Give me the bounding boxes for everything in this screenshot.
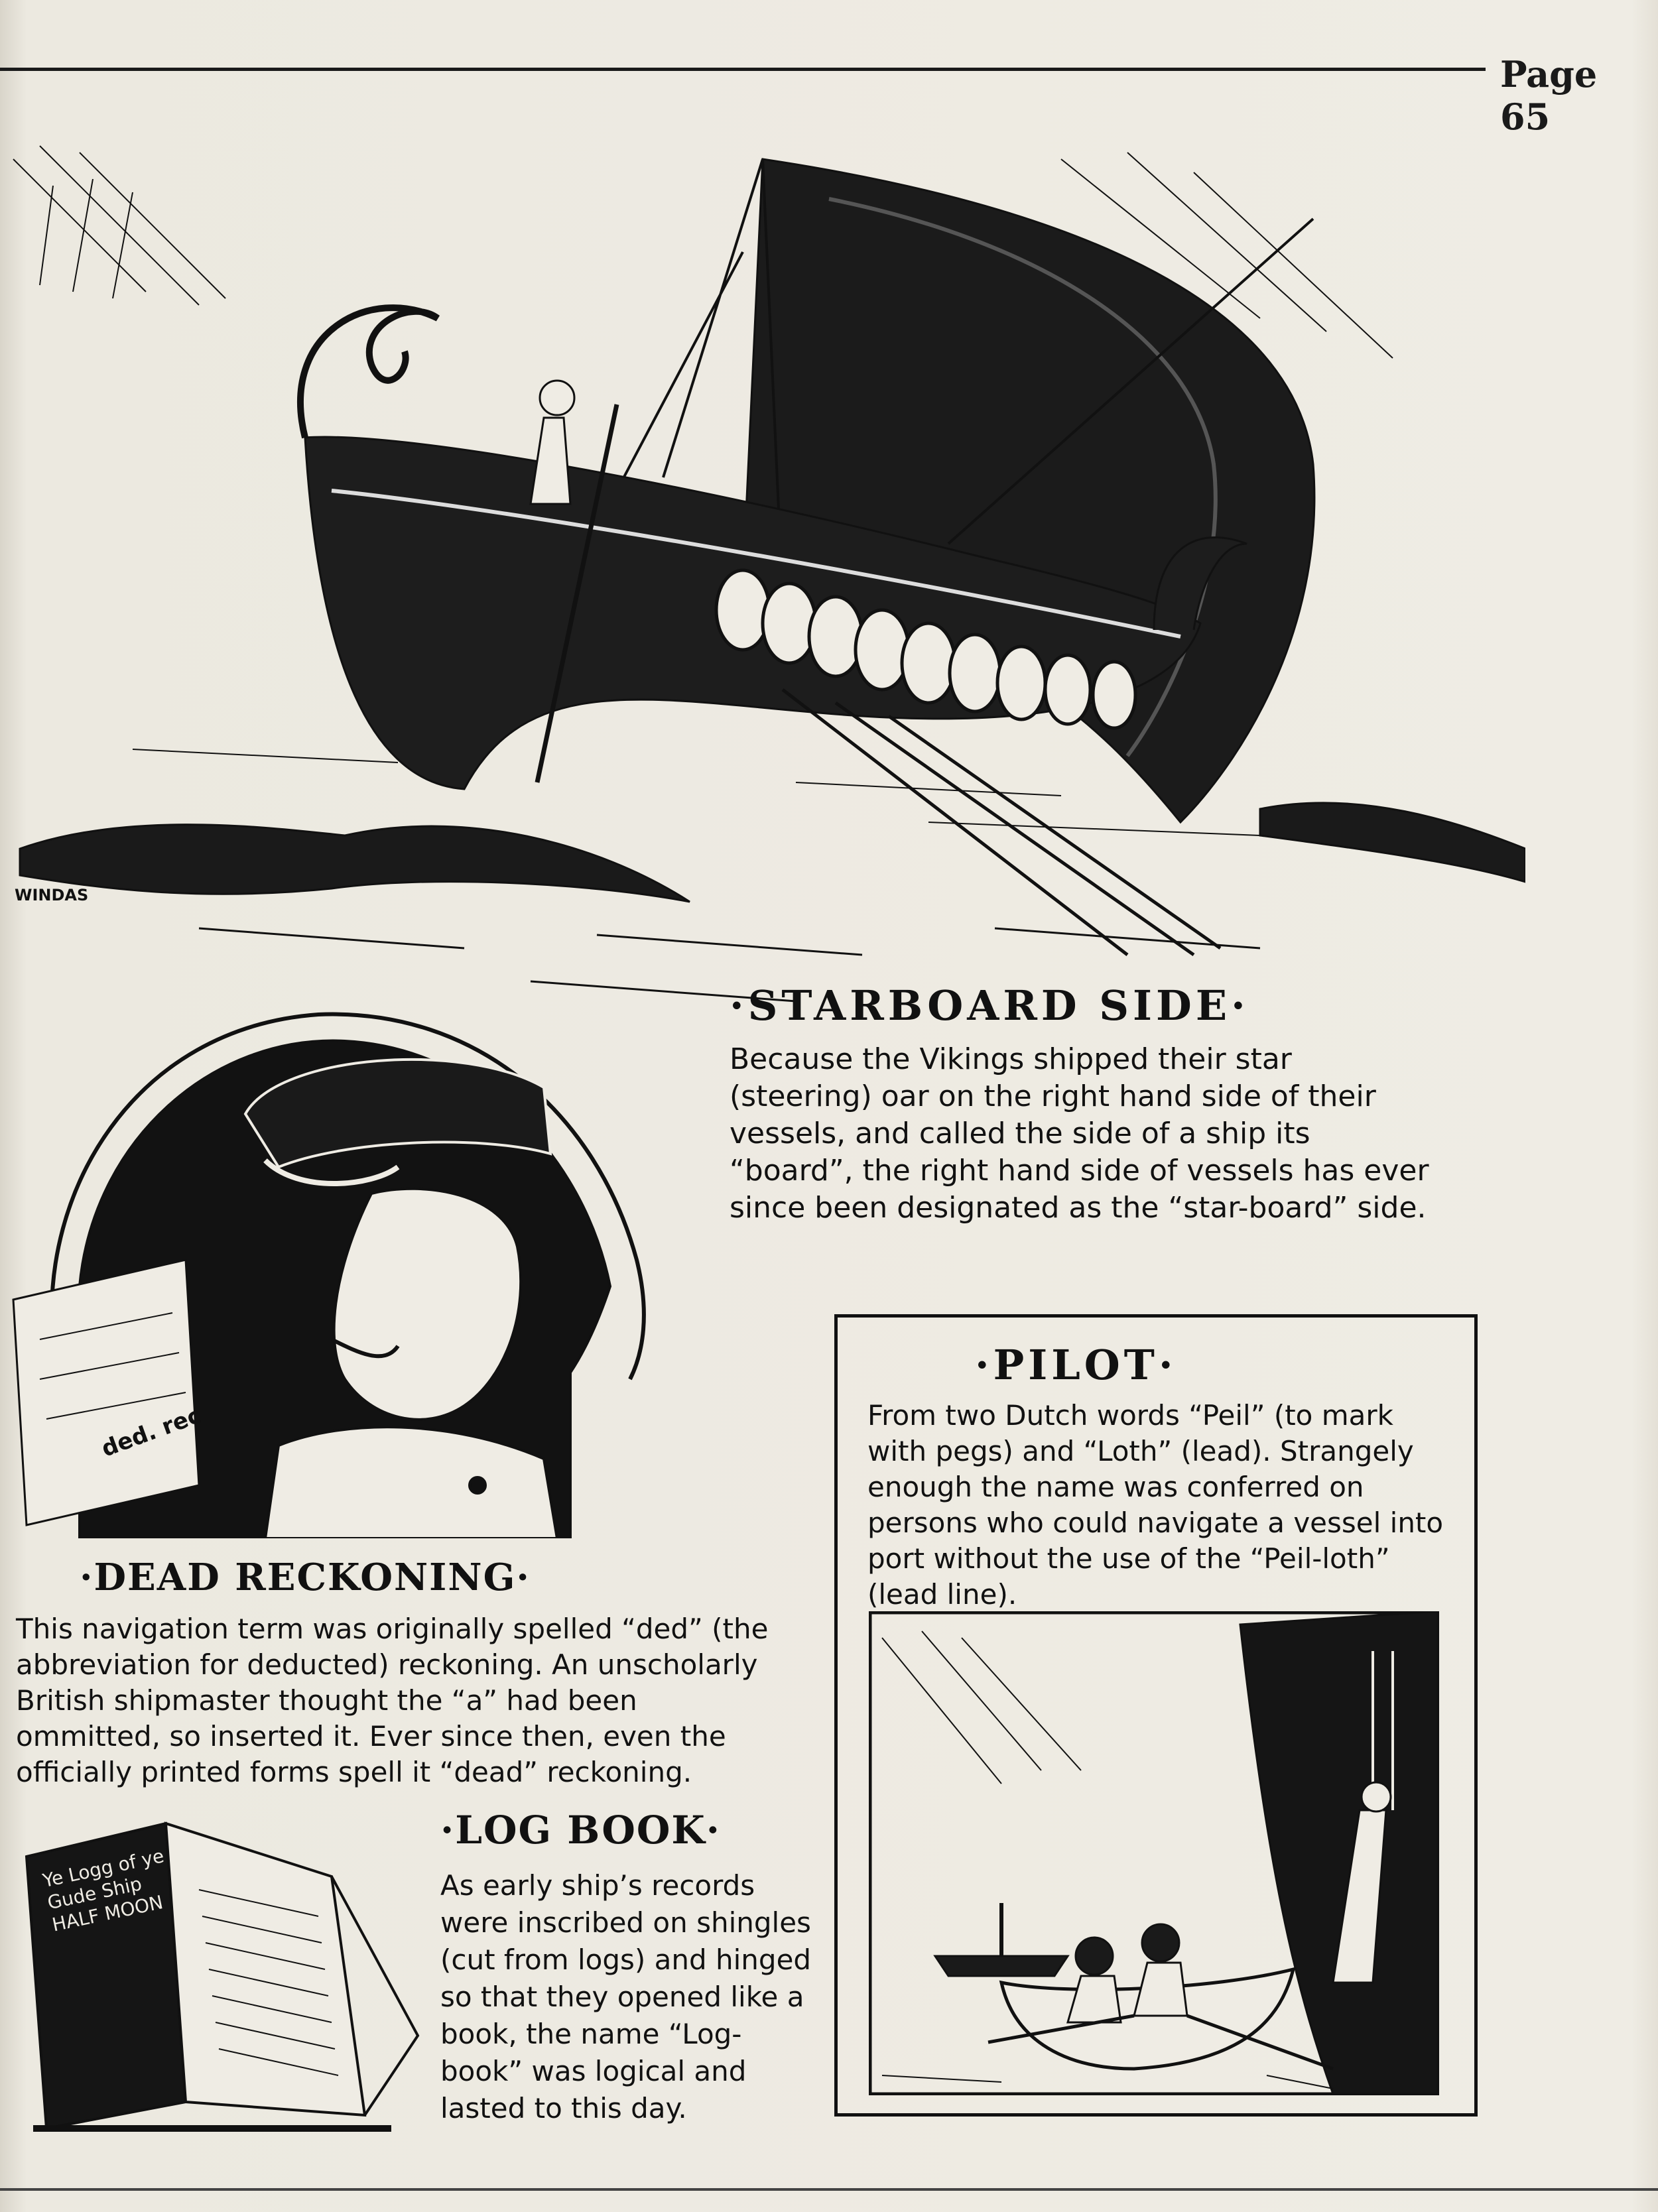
pilot-text: From two Dutch words “Peil” (to mark with pegs) and “Loth” (lead). Strangely enough the name was conferred on persons who could navigate a vessel into port without the use of the “Peil-loth” (lead line). xyxy=(867,1399,1444,1611)
viking-ship-illustration xyxy=(0,119,1525,1014)
log-book-cover-text: Ye Logg of ye Gude Ship HALF MOON xyxy=(40,1845,166,1936)
pilot-rowboat-illustration xyxy=(869,1611,1439,2095)
header-rule xyxy=(0,68,1486,71)
dead-reckoning-heading: ·DEAD RECKONING· xyxy=(80,1556,531,1599)
ded-rec-note: ded. rec xyxy=(97,1402,205,1463)
captain-portrait-illustration xyxy=(0,942,663,1538)
page-number: Page 65 xyxy=(1500,53,1598,138)
footer-rule xyxy=(0,2188,1658,2191)
pilot-heading: ·PILOT· xyxy=(975,1341,1177,1389)
dead-reckoning-text: This navigation term was originally spelled “ded” (the abbreviation for deducted) reckoning. An unscholarly British shipmaster thought the “a” had been ommitted, so inserted it. Ever since then, even the officially printed forms spell it “dead” reckoning. xyxy=(16,1613,769,1788)
artist-signature: WINDAS xyxy=(15,886,89,904)
log-book-text: As early ship’s records were inscribed on shingles (cut from logs) and hinged so that they opened like a book, the name “Log-book” was logical and lasted to this day. xyxy=(440,1869,812,2124)
starboard-side-heading: ·STARBOARD SIDE· xyxy=(730,981,1249,1030)
starboard-side-text: Because the Vikings shipped their star (steering) oar on the right hand side of their vessels, and called the side of a ship its “board”, the right hand side of vessels has ever since been designated as the “star-board” side. xyxy=(730,1042,1429,1225)
log-book-heading: ·LOG BOOK· xyxy=(440,1808,721,1853)
